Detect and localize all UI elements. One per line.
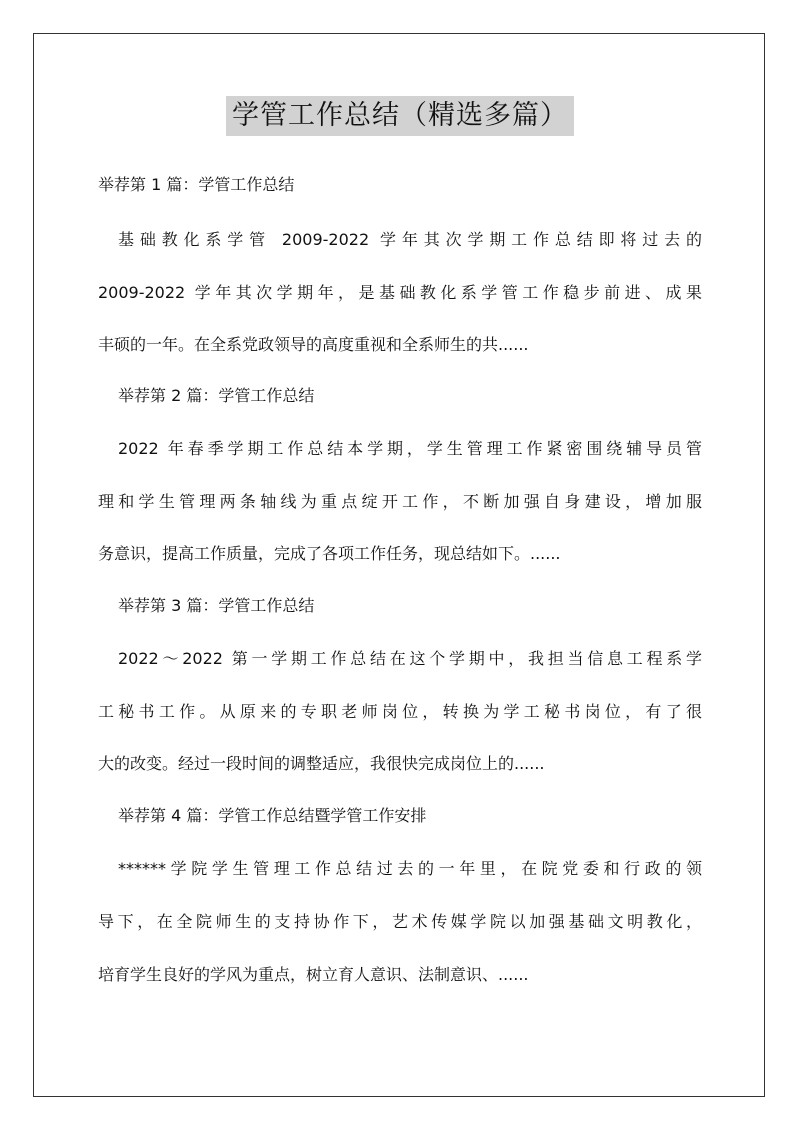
section-3-line-2: 工秘书工作。从原来的专职老师岗位，转换为学工秘书岗位，有了很 bbox=[98, 702, 702, 721]
section-3-line-1: 2022～2022 第一学期工作总结在这个学期中，我担当信息工程系学 bbox=[118, 649, 702, 668]
section-2-line-2: 理和学生管理两条轴线为重点绽开工作，不断加强自身建设，增加服 bbox=[98, 492, 702, 511]
section-1-line-2: 2009-2022 学年其次学期年，是基础教化系学管工作稳步前进、成果 bbox=[98, 283, 702, 302]
section-heading-3: 举荐第 3 篇：学管工作总结 bbox=[118, 596, 315, 615]
page-title: 学管工作总结（精选多篇） bbox=[226, 96, 574, 136]
section-heading-4: 举荐第 4 篇：学管工作总结暨学管工作安排 bbox=[118, 806, 427, 825]
section-4-line-2: 导下，在全院师生的支持协作下，艺术传媒学院以加强基础文明教化， bbox=[98, 912, 702, 931]
section-1-line-1: 基础教化系学管 2009-2022 学年其次学期工作总结即将过去的 bbox=[118, 230, 702, 249]
section-3-line-3: 大的改变。经过一段时间的调整适应，我很快完成岗位上的...... bbox=[98, 754, 545, 773]
section-2-line-1: 2022 年春季学期工作总结本学期，学生管理工作紧密围绕辅导员管 bbox=[118, 439, 702, 458]
title-wrap bbox=[0, 96, 800, 136]
section-heading-1: 举荐第 1 篇：学管工作总结 bbox=[98, 175, 295, 194]
section-1-line-3: 丰硕的一年。在全系党政领导的高度重视和全系师生的共...... bbox=[98, 335, 529, 354]
section-heading-2: 举荐第 2 篇：学管工作总结 bbox=[118, 386, 315, 405]
section-4-line-1: ******学院学生管理工作总结过去的一年里，在院党委和行政的领 bbox=[118, 859, 702, 878]
section-4-line-3: 培育学生良好的学风为重点，树立育人意识、法制意识、...... bbox=[98, 965, 529, 984]
section-2-line-3: 务意识，提高工作质量，完成了各项工作任务，现总结如下。...... bbox=[98, 544, 561, 563]
